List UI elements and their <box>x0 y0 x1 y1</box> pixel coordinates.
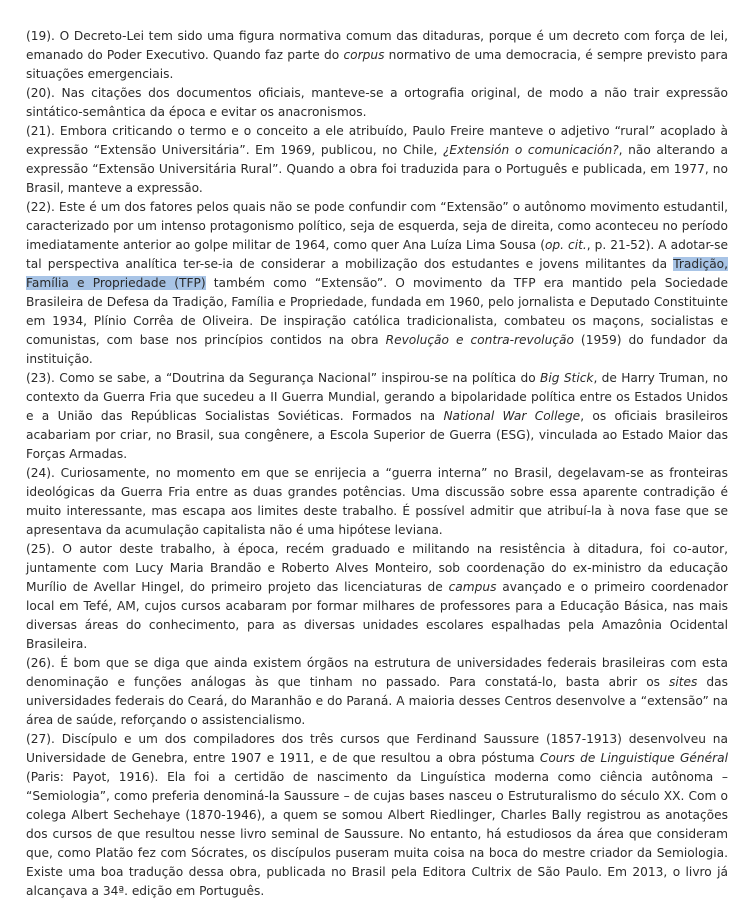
footnote-text: , de Harry Truman, no contexto da Guerra Fria que sucedeu a II Guerra Mundial, gerando a bipolaridade política entre os Estados Unidos e a União das Repúblicas Socialistas Soviéticas. Formados na <box>26 371 728 423</box>
footnote <box>26 730 728 901</box>
footnote-text: (1959) do fundador da instituição. <box>26 333 728 366</box>
footnote-text: (26). É bom que se diga que ainda existem órgãos na estrutura de universidades federais brasileiras com esta denominação e funções análogas às que tinham no passado. Para constatá-lo, basta abrir os <box>26 656 728 689</box>
footnote-text: (21). Embora criticando o termo e o conceito a ele atribuído, Paulo Freire manteve o adjetivo “rural” acoplado à expressão “Extensão Universitária”. Em 1969, publicou, no Chile, <box>26 124 728 157</box>
footnote-text: (23). Como se sabe, a “Doutrina da Segurança Nacional” inspirou-se na política do <box>26 371 541 385</box>
italic-text: ¿Extensión o comunicación? <box>442 143 619 157</box>
footnote <box>26 464 728 540</box>
italic-text: op. cit. <box>544 238 587 252</box>
footnote-text: (20). Nas citações dos documentos oficiais, manteve-se a ortografia original, de modo a não trair expressão sintático-semântica da época e evitar os anacronismos. <box>26 86 728 119</box>
footnote-text: normativo de uma democracia, é sempre previsto para situações emergenciais. <box>26 48 728 81</box>
footnote <box>26 654 728 730</box>
italic-text: National War College <box>443 409 581 423</box>
footnote-text: (22). Este é um dos fatores pelos quais não se pode confundir com “Extensão” o autônomo movimento estudantil, caracterizado por um intenso protagonismo político, seja de esquerda, seja de direita, como aconteceu no período imediatamente anterior ao golpe militar de 1964, como quer Ana Luíza Lima Sousa ( <box>26 200 728 252</box>
italic-text: sites <box>669 675 698 689</box>
footnote-text: avançado e o primeiro coordenador local em Tefé, AM, cujos cursos acabaram por formar milhares de professores para a Educação Básica, nas mais diversas áreas do conhecimento, para as diversas unidades escolares espalhadas pela Amazônia Ocidental Brasileira. <box>26 580 728 651</box>
footnote-text: (25). O autor deste trabalho, à época, recém graduado e militando na resistência à ditadura, foi co-autor, juntamente com Lucy Maria Brandão e Roberto Alves Monteiro, sob coordenação do ex-ministro da educação Murílio de Avellar Hingel, do primeiro projeto das licenciaturas de <box>26 542 728 594</box>
italic-text: Revolução e contra-revolução <box>385 333 574 347</box>
selected-text: Tradição, Família e Propriedade (TFP) <box>26 257 728 290</box>
footnotes-document <box>26 27 728 901</box>
footnote-text: , os oficiais brasileiros acabariam por criar, no Brasil, sua congênere, a Escola Superior de Guerra (ESG), vinculada ao Estado Maior das Forças Armadas. <box>26 409 729 461</box>
italic-text: corpus <box>343 48 385 62</box>
footnote-text: , p. 21-52). A adotar-se tal perspectiva analítica ter-se-ia de considerar a mobilização dos estudantes e jovens militantes da <box>26 238 728 271</box>
footnote <box>26 369 728 464</box>
footnote-text: (Paris: Payot, 1916). Ela foi a certidão de nascimento da Linguística moderna como ciência autônoma – “Semiologia”, como preferia denominá-la Saussure – de cujas bases nasceu o Estruturalismo do século XX. Com o colega Albert Sechehaye (1870-1946), a quem se somou Albert Riedlinger, Charles Bally registrou as anotações dos cursos de que resultou nesse livro seminal de Saussure. No entanto, há estudiosos da área que consideram que, como Platão fez com Sócrates, os discípulos puseram muita coisa na boca do mestre criador da Semiologia. Existe uma boa tradução dessa obra, publicada no Brasil pela Editora Cultrix de São Paulo. Em 2013, o livro já alcançava a 34ª. edição em Português. <box>26 770 728 898</box>
footnote-text: , não alterando a expressão “Extensão Universitária Rural”. Quando a obra foi traduzida para o Português e publicada, em 1977, no Brasil, manteve a expressão. <box>26 143 728 195</box>
footnote <box>26 198 728 369</box>
italic-text: campus <box>448 580 497 594</box>
footnote <box>26 84 728 122</box>
footnote <box>26 122 728 198</box>
footnote-text: (19). O Decreto-Lei tem sido uma figura normativa comum das ditaduras, porque é um decreto com força de lei, emanado do Poder Executivo. Quando faz parte do <box>26 29 728 62</box>
footnote-text: das universidades federais do Ceará, do Maranhão e do Paraná. A maioria desses Centros desenvolve a “extensão” na área de saúde, reforçando o assistencialismo. <box>26 675 728 727</box>
italic-text: Big Stick <box>540 371 594 385</box>
italic-text: Cours de Linguistique Général <box>539 751 728 765</box>
footnote <box>26 540 728 654</box>
footnote-text: também como “Extensão”. O movimento da TFP era mantido pela Sociedade Brasileira de Defesa da Tradição, Família e Propriedade, fundada em 1960, pelo jornalista e Deputado Constituinte em 1934, Plínio Corrêa de Oliveira. De inspiração católica tradicionalista, combateu os maçons, socialistas e comunistas, com base nos princípios contidos na obra <box>26 276 728 347</box>
footnote-text: (27). Discípulo e um dos compiladores dos três cursos que Ferdinand Saussure (1857-1913) desenvolveu na Universidade de Genebra, entre 1907 e 1911, e de que resultou a obra póstuma <box>26 732 728 765</box>
footnote-text: (24). Curiosamente, no momento em que se enrijecia a “guerra interna” no Brasil, degelavam-se as fronteiras ideológicas da Guerra Fria entre as duas grandes potências. Uma discussão sobre essa aparente contradição é muito interessante, mas escapa aos limites deste trabalho. É possível admitir que atribuí-la à nova fase que se apresentava da acumulação capitalista não é uma hipótese leviana. <box>26 466 728 537</box>
footnote <box>26 27 728 84</box>
